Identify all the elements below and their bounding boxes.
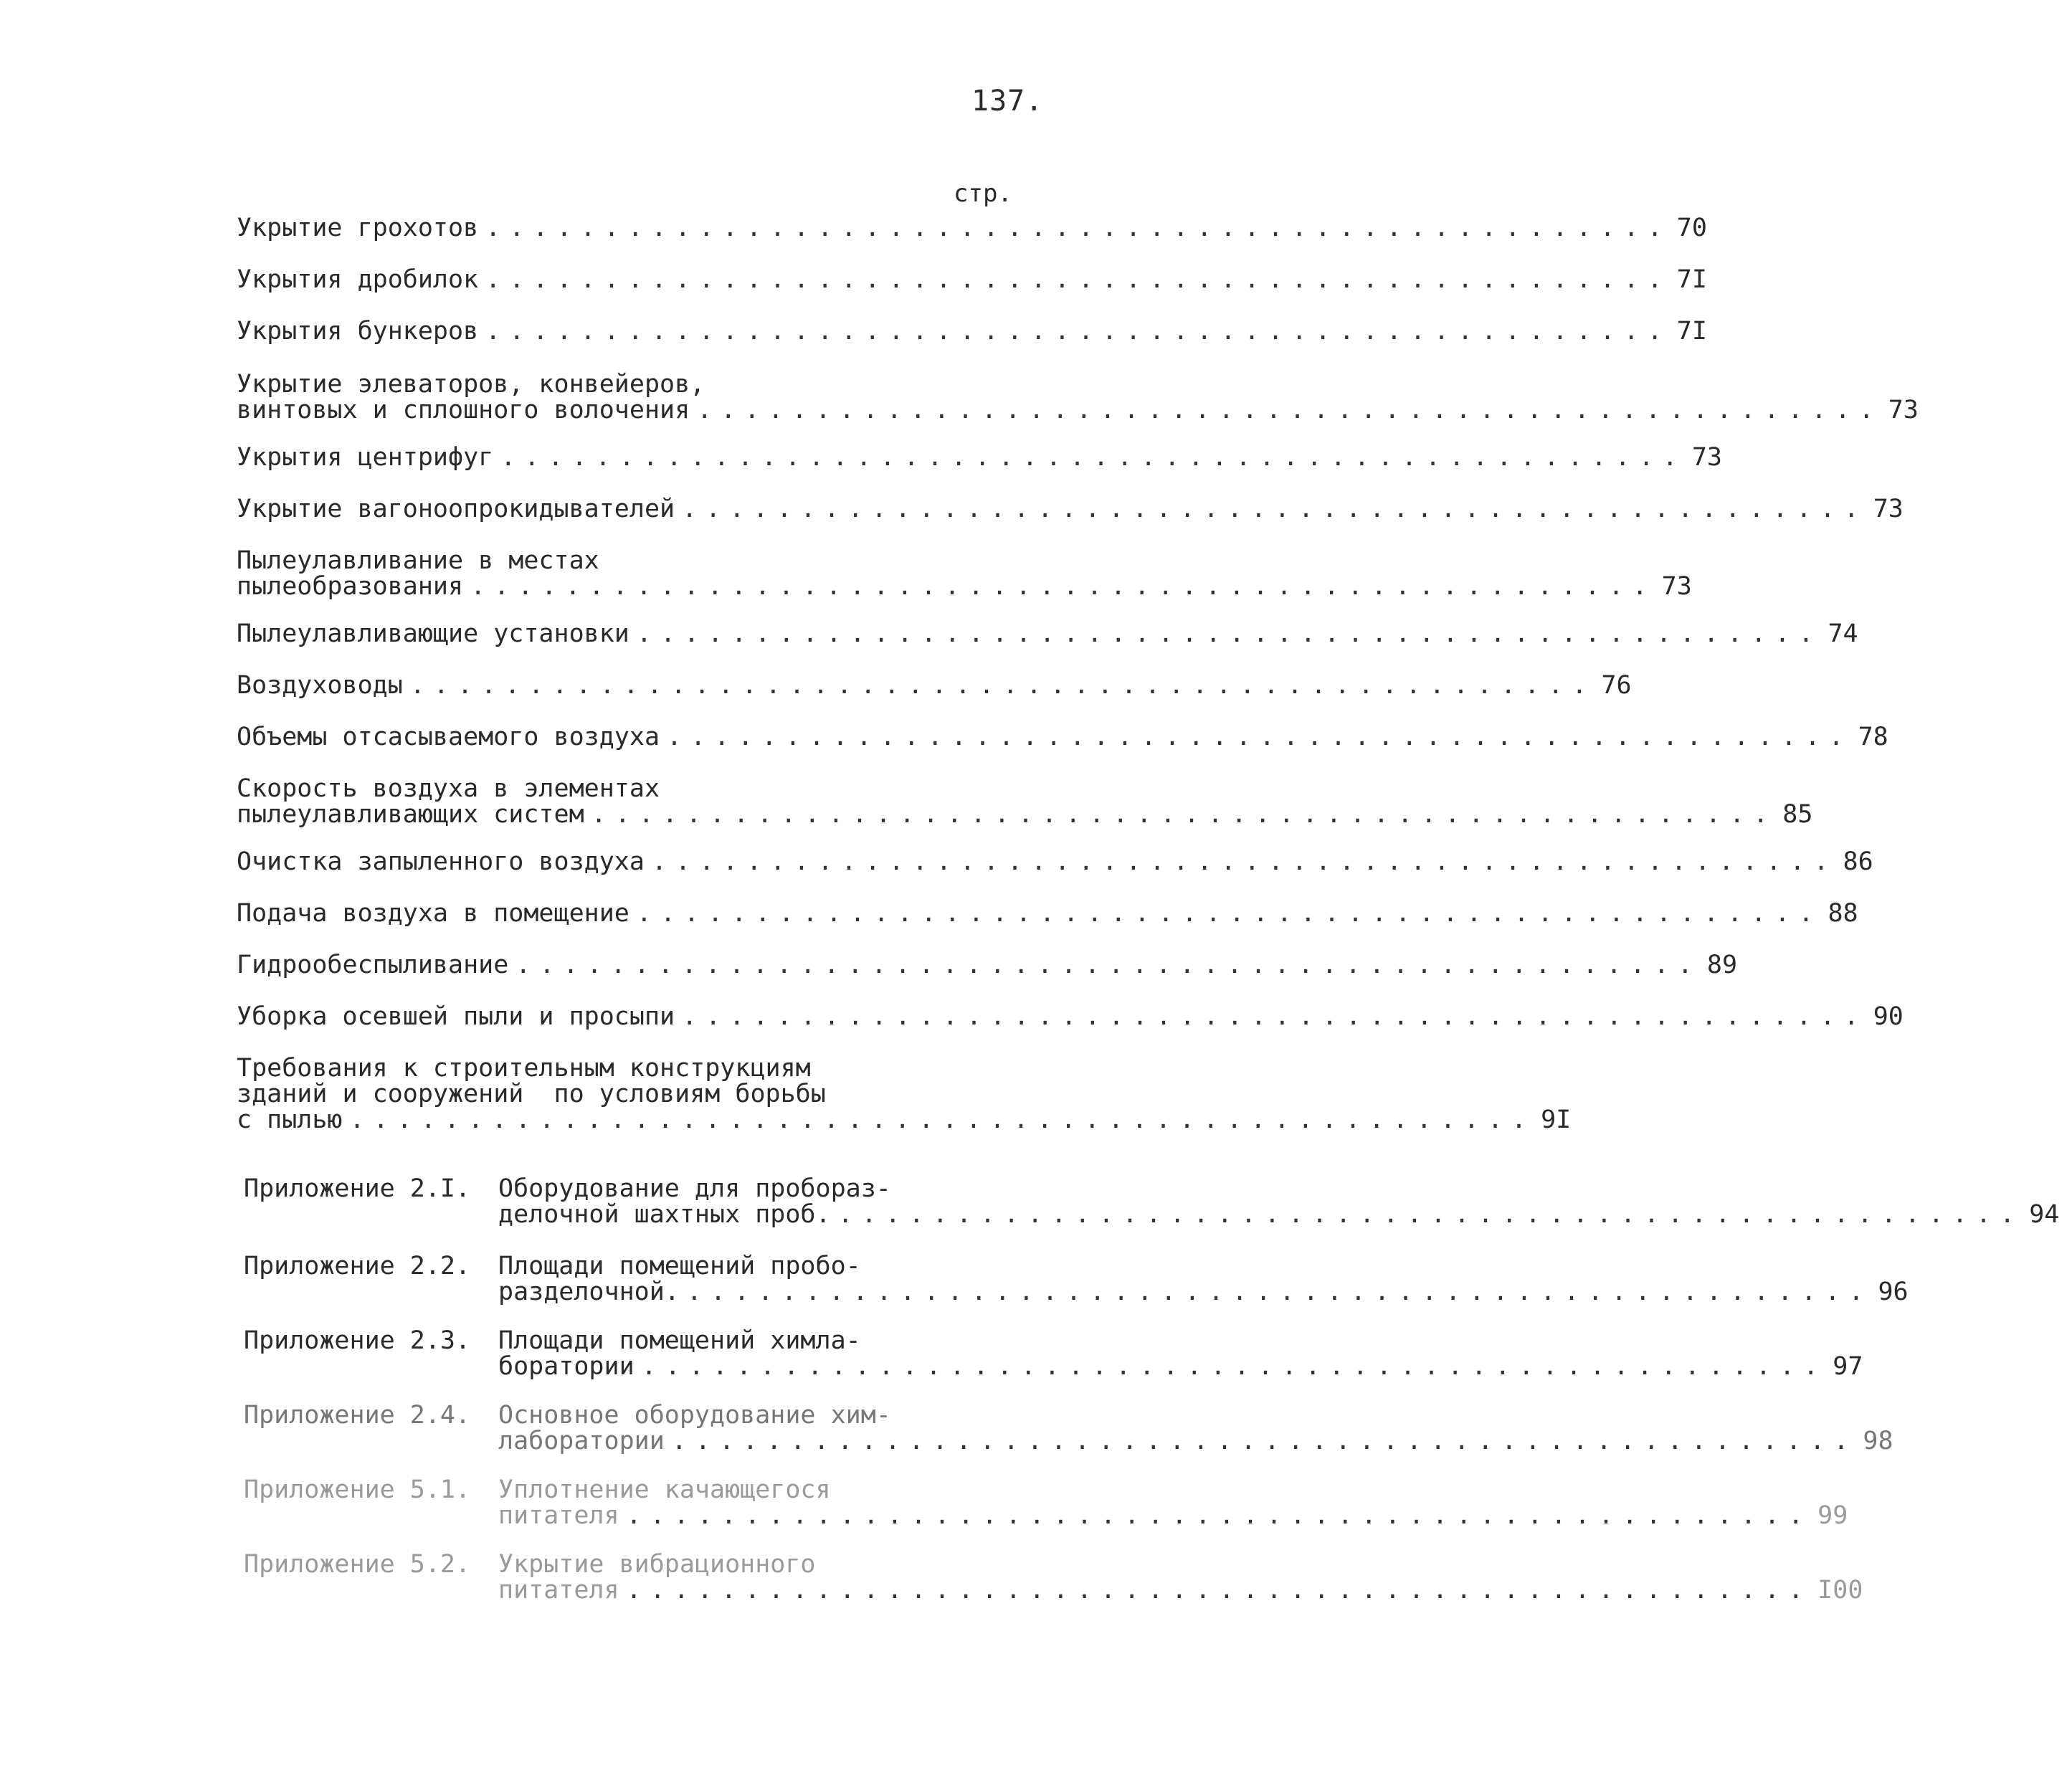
- entry-title: Укрытия дробилок: [237, 265, 479, 294]
- entry-page-number: 73: [1661, 572, 1692, 601]
- appendix-page-number: 99: [1817, 1501, 1848, 1530]
- dot-leader: ..................................................: [485, 214, 1671, 242]
- entry-last-line: [237, 265, 1707, 294]
- entry-title: Объемы отсасываемого воздуха: [237, 723, 660, 751]
- appendix-body: [498, 1328, 1876, 1379]
- entry-page-number: 78: [1858, 723, 1888, 751]
- toc-entry: [237, 265, 1707, 294]
- entry-page-number: 9I: [1541, 1106, 1572, 1134]
- appendix-title-line: Уплотнение качающегося: [498, 1475, 831, 1504]
- appendix-body: [498, 1402, 1906, 1454]
- dot-leader: ..................................................: [641, 1352, 1828, 1381]
- entry-title-line: Укрытие элеваторов, конвейеров,: [237, 370, 705, 399]
- dot-leader: ..................................................: [409, 671, 1596, 700]
- toc-entry: [237, 899, 1858, 928]
- entry-page-number: 74: [1828, 619, 1858, 648]
- appendix-entry: [244, 1550, 1863, 1605]
- entry-title: Укрытия бункеров: [237, 317, 479, 346]
- entry-last-line: [237, 495, 1904, 523]
- appendix-entry: [244, 1326, 1863, 1381]
- dot-leader: ..................................................: [470, 572, 1656, 601]
- entry-title: Укрытие вагоноопрокидывателей: [237, 495, 675, 523]
- appendix-entry: [244, 1174, 2060, 1229]
- appendix-title-line: Основное оборудование хим-: [498, 1401, 891, 1430]
- entry-title: Подача воздуха в помещение: [237, 899, 629, 928]
- appendix-title: лаборатории: [498, 1427, 665, 1455]
- entry-last-line: [237, 800, 1813, 829]
- entry-title: пылеобразования: [237, 572, 464, 601]
- appendix-page-number: 94: [2029, 1200, 2060, 1229]
- appendix-title: делочной шахтных проб.: [498, 1200, 831, 1229]
- toc-entry: [237, 951, 1738, 979]
- entry-page-number: 76: [1601, 671, 1632, 700]
- dot-leader: ..................................................: [591, 800, 1777, 829]
- toc-entry: [237, 1002, 1904, 1031]
- appendix-label: Приложение 2.I.: [244, 1174, 471, 1203]
- toc-entry: [237, 317, 1707, 346]
- appendix-body: [498, 1253, 1921, 1305]
- appendix-entry: [244, 1252, 1909, 1306]
- appendix-last-line: [498, 1354, 1876, 1379]
- entry-last-line: [237, 671, 1632, 700]
- appendix-title: питателя: [498, 1576, 619, 1605]
- dot-leader: ..................................................: [636, 619, 1822, 648]
- entry-title: пылеулавливающих систем: [237, 800, 584, 829]
- appendix-last-line: [498, 1503, 1860, 1529]
- appendix-title: питателя: [498, 1501, 619, 1530]
- entry-title: с пылью: [237, 1106, 343, 1134]
- dot-leader: ..................................................: [837, 1200, 2024, 1229]
- dot-leader: ..................................................: [349, 1106, 1536, 1134]
- appendix-label: Приложение 5.1.: [244, 1475, 471, 1504]
- entry-page-number: 73: [1691, 443, 1722, 472]
- entry-last-line: [237, 951, 1738, 979]
- entry-last-line: [237, 723, 1888, 751]
- toc-entry: [237, 443, 1722, 472]
- appendix-title-line: Оборудование для пробораз-: [498, 1174, 891, 1203]
- appendix-title-line: Укрытие вибрационного: [498, 1550, 816, 1579]
- appendix-last-line: [498, 1576, 1863, 1605]
- entry-last-line: [237, 1002, 1904, 1031]
- appendix-page-number: 96: [1878, 1278, 1909, 1306]
- entry-title: Очистка запыленного воздуха: [237, 847, 645, 876]
- entry-last-line: [237, 572, 1692, 601]
- toc-entry: [237, 546, 1692, 601]
- toc-entry: [237, 1054, 1572, 1134]
- entry-page-number: 7I: [1676, 317, 1707, 346]
- toc-entry: [237, 370, 1919, 424]
- dot-leader: ..................................................: [515, 951, 1701, 979]
- entry-title-line: Скорость воздуха в элементах: [237, 774, 660, 803]
- dot-leader: ..................................................: [651, 847, 1838, 876]
- entry-last-line: [237, 443, 1722, 472]
- appendix-entry: [244, 1401, 1893, 1455]
- toc-entry: [237, 774, 1813, 829]
- entry-page-number: 7I: [1676, 265, 1707, 294]
- entry-title-line: Требования к строительным конструкциям: [237, 1054, 811, 1083]
- appendix-page-number: 98: [1863, 1427, 1893, 1455]
- entry-last-line: [237, 396, 1919, 424]
- toc-entry: [237, 671, 1632, 700]
- appendix-last-line: [498, 1428, 1906, 1454]
- dot-leader: ..................................................: [626, 1501, 1812, 1530]
- dot-leader: ..................................................: [485, 317, 1671, 346]
- appendix-body: [498, 1477, 1860, 1529]
- dot-leader: ..................................................: [686, 1278, 1873, 1306]
- entry-title: Воздуховоды: [237, 671, 403, 700]
- entry-last-line: [237, 847, 1873, 876]
- toc-entry: [237, 723, 1888, 751]
- appendix-body: [498, 1176, 2072, 1227]
- appendix-title: разделочной.: [498, 1278, 680, 1306]
- dot-leader: ..................................................: [682, 495, 1868, 523]
- entry-page-number: 70: [1676, 214, 1707, 242]
- dot-leader: ..................................................: [667, 723, 1853, 751]
- appendix-label: Приложение 2.4.: [244, 1401, 471, 1430]
- entry-title: Укрытие грохотов: [237, 214, 479, 242]
- entry-title: Уборка осевшей пыли и просыпи: [237, 1002, 675, 1031]
- appendix-page-number: I00: [1817, 1576, 1863, 1605]
- entry-last-line: [237, 214, 1707, 242]
- entry-page-number: 85: [1782, 800, 1813, 829]
- dot-leader: ..................................................: [626, 1576, 1812, 1605]
- entry-last-line: [237, 317, 1707, 346]
- entry-page-number: 88: [1828, 899, 1858, 928]
- dot-leader: ..................................................: [485, 265, 1671, 294]
- appendix-page-number: 97: [1833, 1352, 1863, 1381]
- entry-last-line: [237, 1106, 1572, 1134]
- dot-leader: ..................................................: [697, 396, 1883, 424]
- entry-title-line: зданий и сооружений по условиям борьбы: [237, 1080, 826, 1108]
- entry-page-number: 86: [1843, 847, 1873, 876]
- entry-page-number: 73: [1888, 396, 1919, 424]
- entry-page-number: 73: [1873, 495, 1904, 523]
- appendix-title-line: Площади помещений пробо-: [498, 1252, 861, 1280]
- entry-title: Гидрообеспыливание: [237, 951, 509, 979]
- entry-last-line: [237, 899, 1858, 928]
- entry-title: винтовых и сплошного волочения: [237, 396, 690, 424]
- appendix-label: Приложение 5.2.: [244, 1550, 471, 1579]
- appendix-title: боратории: [498, 1352, 635, 1381]
- toc-entry: [237, 214, 1707, 242]
- entry-page-number: 90: [1873, 1002, 1904, 1031]
- entry-last-line: [237, 619, 1858, 648]
- dot-leader: ..................................................: [636, 899, 1822, 928]
- page-number: 137.: [971, 85, 1044, 118]
- appendix-label: Приложение 2.2.: [244, 1252, 471, 1280]
- appendix-body: [498, 1550, 1863, 1605]
- toc-entry: [237, 619, 1858, 648]
- toc-entry: [237, 495, 1904, 523]
- entry-title: Пылеулавливающие установки: [237, 619, 629, 648]
- entry-title: Укрытия центрифуг: [237, 443, 494, 472]
- appendix-last-line: [498, 1279, 1921, 1305]
- column-header: стр.: [954, 179, 1012, 208]
- entry-page-number: 89: [1706, 951, 1738, 979]
- appendix-label: Приложение 2.3.: [244, 1326, 471, 1355]
- dot-leader: ..................................................: [682, 1002, 1868, 1031]
- dot-leader: ..................................................: [500, 443, 1686, 472]
- appendix-last-line: [498, 1202, 2072, 1227]
- entry-title-line: Пылеулавливание в местах: [237, 546, 599, 575]
- appendix-title-line: Площади помещений химла-: [498, 1326, 861, 1355]
- appendix-entry: [244, 1475, 1848, 1530]
- dot-leader: ..................................................: [671, 1427, 1858, 1455]
- toc-entry: [237, 847, 1873, 876]
